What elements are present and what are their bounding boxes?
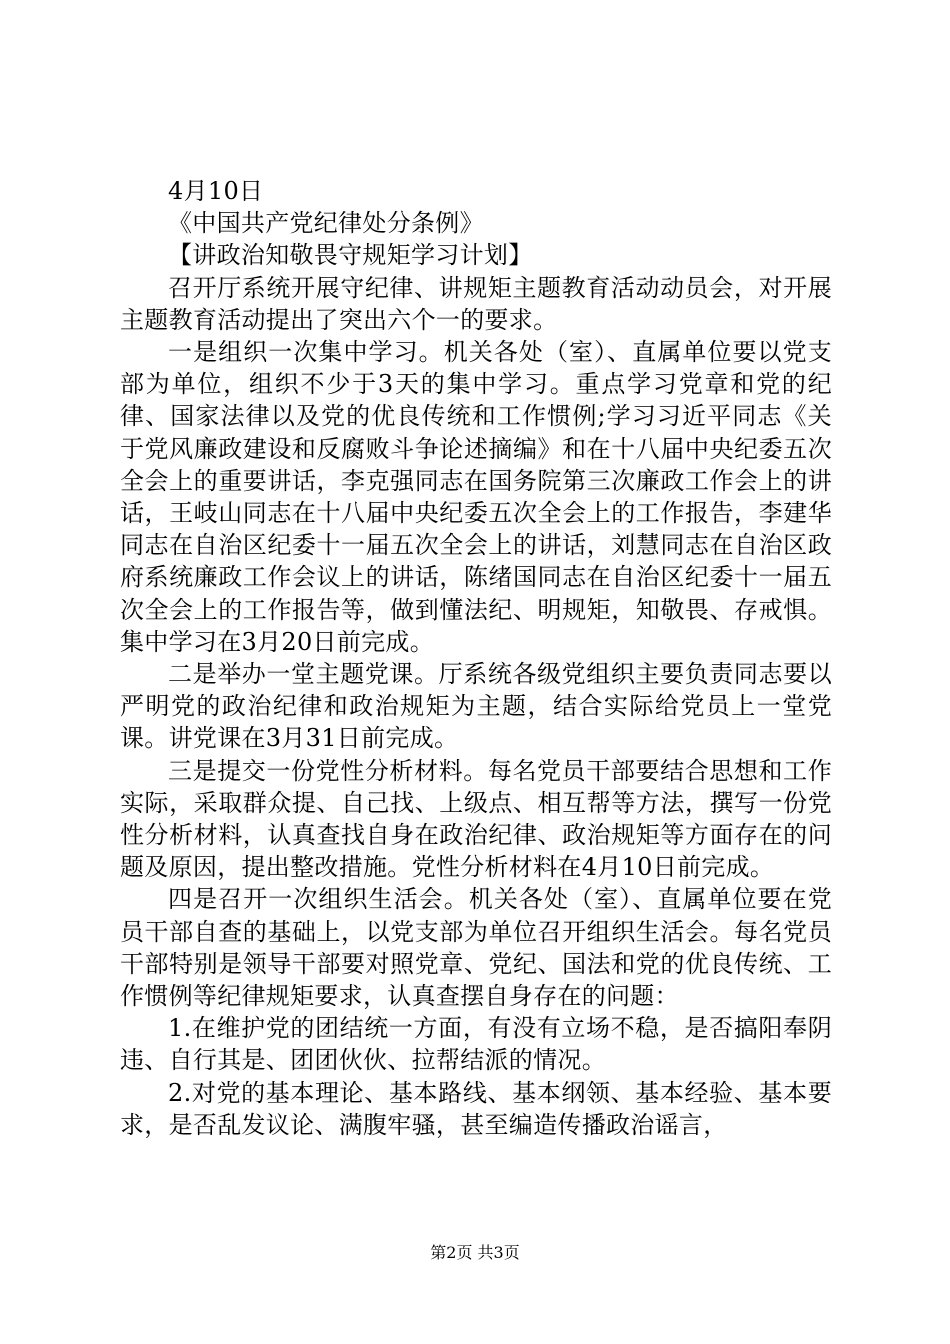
paragraph-organization-meeting: 四是召开一次组织生活会。机关各处（室）、直属单位要在党员干部自查的基础上，以党支部为单位召开组织生活会。每名党员干部特别是领导干部要对照党章、党纪、国法和党的优良传统、工作惯例等纪律规矩要求，认真查摆自身存在的问题： (120, 885, 832, 1011)
list-item-2: 2.对党的基本理论、基本路线、基本纲领、基本经验、基本要求，是否乱发议论、满腹牢骚，甚至编造传播政治谣言， (120, 1078, 832, 1139)
list-item-1: 1.在维护党的团结统一方面，有没有立场不稳，是否搞阳奉阴违、自行其是、团团伙伙、拉帮结派的情况。 (120, 1014, 832, 1075)
date-line: 4月10日 (168, 177, 264, 205)
document-body (120, 175, 832, 1141)
paragraph-study: 一是组织一次集中学习。机关各处（室）、直属单位要以党支部为单位，组织不少于3天的集中学习。重点学习党章和党的纪律、国家法律以及党的优良传统和工作惯例;学习习近平同志《关于党风廉政建设和反腐败斗争论述摘编》和在十八届中央纪委五次全会上的重要讲话，李克强同志在国务院第三次廉政工作会上的讲话，王岐山同志在十八届中央纪委五次全会上的工作报告，李建华同志在自治区纪委十一届五次全会上的讲话，刘慧同志在自治区政府系统廉政工作会议上的讲话，陈绪国同志在自治区纪委十一届五次全会上的工作报告等，做到懂法纪、明规矩，知敬畏、存戒惧。集中学习在3月20日前完成。 (120, 338, 832, 656)
page-number-footer: 第2页 共3页 (430, 1243, 520, 1262)
paragraph-analysis-material: 三是提交一份党性分析材料。每名党员干部要结合思想和工作实际，采取群众提、自己找、上级点、相互帮等方法，撰写一份党性分析材料，认真查找自身在政治纪律、政治规矩等方面存在的问题及原因，提出整改措施。党性分析材料在4月10日前完成。 (120, 756, 832, 882)
regulation-title: 《中国共产党纪律处分条例》 (168, 209, 484, 238)
paragraph-party-lecture: 二是举办一堂主题党课。厅系统各级党组织主要负责同志要以严明党的政治纪律和政治规矩为主题，结合实际给党员上一堂党课。讲党课在3月31日前完成。 (120, 660, 832, 753)
section-heading: 【讲政治知敬畏守规矩学习计划】 (168, 241, 533, 270)
intro-paragraph: 召开厅系统开展守纪律、讲规矩主题教育活动动员会，对开展主题教育活动提出了突出六个一的要求。 (120, 273, 832, 334)
